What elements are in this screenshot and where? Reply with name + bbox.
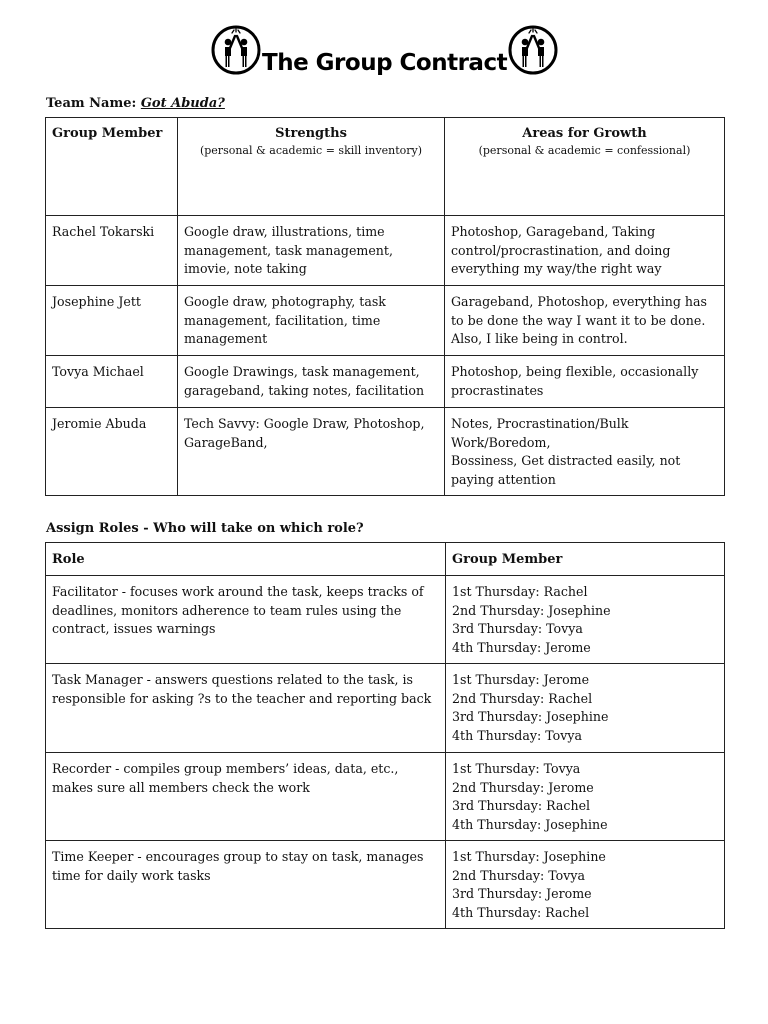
growth-line: Notes, Procrastination/Bulk Work/Boredom, [451,416,629,450]
members-header-row [46,118,725,216]
member-growth [445,408,725,496]
header-role: Role [46,543,446,576]
roles-header-row [46,543,725,576]
schedule-line: 4th Thursday: Jerome [452,639,591,655]
role-schedule [446,753,725,841]
members-table [45,117,725,496]
schedule-line: 2nd Thursday: Rachel [452,690,593,706]
member-growth: Photoshop, being flexible, occasionally procrastinates [445,356,725,408]
role-description: Facilitator - focuses work around the task, keeps tracks of deadlines, monitors adherence to team rules using the contract, issues warnings [46,576,446,664]
growth-line: Bossiness, Get distracted easily, not paying attention [451,453,681,487]
table-row [46,356,725,408]
role-description: Task Manager - answers questions related to the task, is responsible for asking ?s to the teacher and reporting back [46,664,446,753]
table-row [46,216,725,286]
role-schedule [446,576,725,664]
schedule-line: 2nd Thursday: Tovya [452,867,585,883]
role-schedule [446,664,725,753]
schedule-line: 4th Thursday: Rachel [452,904,590,920]
header-growth-title: Areas for Growth [522,126,647,141]
roles-table [45,542,725,929]
member-growth: Photoshop, Garageband, Taking control/procrastination, and doing everything my way/the right way [445,216,725,286]
schedule-line: 1st Thursday: Josephine [452,849,606,864]
header-growth-sub: (personal & academic = confessional) [478,143,691,157]
table-row [46,408,725,496]
member-growth: Garageband, Photoshop, everything has to be done the way I want it to be done. Also, I like being in control. [445,286,725,356]
team-name-label: Team Name: [46,96,137,111]
header-member: Group Member [446,543,725,576]
role-description: Time Keeper - encourages group to stay on task, manages time for daily work tasks [46,841,446,929]
roles-heading: Assign Roles - Who will take on which role? [46,521,364,536]
member-name: Tovya Michael [46,356,178,408]
schedule-line: 1st Thursday: Rachel [452,584,588,599]
header-strengths-sub: (personal & academic = skill inventory) [199,143,423,157]
schedule-line: 2nd Thursday: Josephine [452,602,611,618]
member-strengths: Google draw, photography, task management, facilitation, time management [178,286,445,356]
member-strengths: Tech Savvy: Google Draw, Photoshop, GarageBand, [178,408,445,496]
header-group-member: Group Member [46,118,178,216]
schedule-line: 3rd Thursday: Tovya [452,621,583,636]
header-growth [445,118,725,216]
table-row [46,664,725,753]
table-row [46,753,725,841]
role-description: Recorder - compiles group members’ ideas, data, etc., makes sure all members check the work [46,753,446,841]
header-strengths-title: Strengths [275,126,347,141]
high-five-icon [507,24,559,76]
schedule-line: 4th Thursday: Tovya [452,727,582,743]
schedule-line: 1st Thursday: Jerome [452,672,590,687]
team-name-line [46,96,225,111]
header-strengths [178,118,445,216]
member-strengths: Google draw, illustrations, time management, task management, imovie, note taking [178,216,445,286]
schedule-line: 3rd Thursday: Rachel [452,798,591,813]
member-name: Rachel Tokarski [46,216,178,286]
member-name: Jeromie Abuda [46,408,178,496]
table-row [46,841,725,929]
team-name-value: Got Abuda? [140,96,225,111]
member-name: Josephine Jett [46,286,178,356]
schedule-line: 3rd Thursday: Jerome [452,886,592,901]
schedule-line: 4th Thursday: Josephine [452,816,608,832]
high-five-icon [210,24,262,76]
table-row [46,576,725,664]
schedule-line: 2nd Thursday: Jerome [452,779,594,795]
role-schedule [446,841,725,929]
member-strengths: Google Drawings, task management, garageband, taking notes, facilitation [178,356,445,408]
schedule-line: 3rd Thursday: Josephine [452,709,609,724]
schedule-line: 1st Thursday: Tovya [452,761,581,776]
page-title: The Group Contract [262,50,508,76]
table-row [46,286,725,356]
